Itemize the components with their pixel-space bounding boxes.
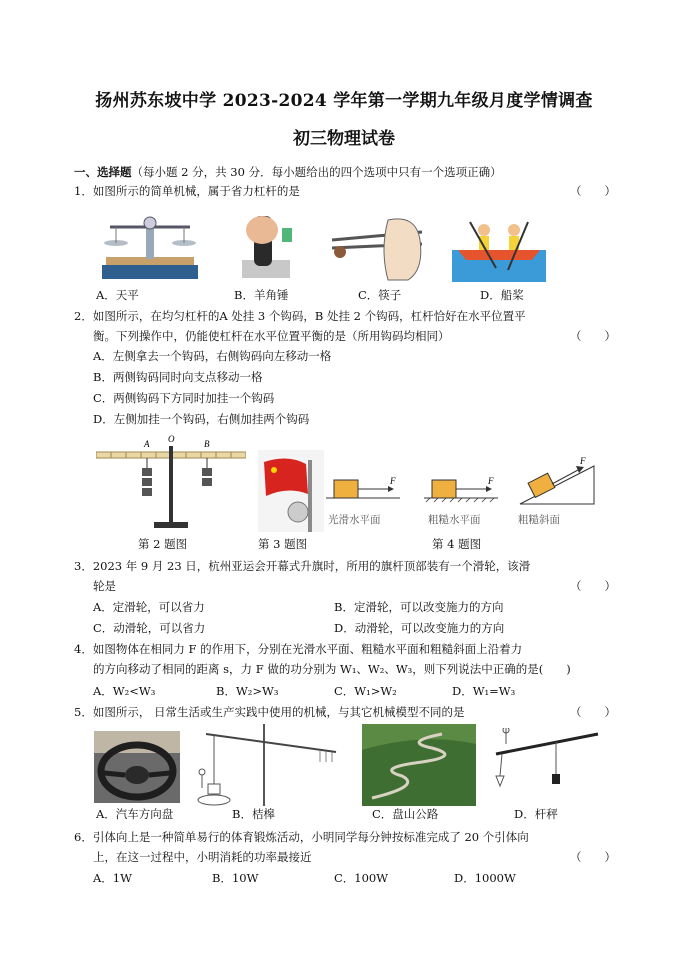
- q4-option-b: B．W₂>W₃: [216, 684, 279, 698]
- chopsticks-image: [328, 210, 424, 284]
- point-a-label: A: [144, 439, 150, 449]
- q2-stem-line1: 2．如图所示，在均匀杠杆的A 处挂 3 个钩码，B 处挂 2 个钩码，杠杆恰好在水平位置平: [74, 309, 526, 323]
- section-title: 一、选择题: [74, 165, 132, 179]
- q6-stem-line1: 6．引体向上是一种简单易行的体育锻炼活动，小明同学每分钟按标准完成了 20 个引体向: [74, 830, 529, 844]
- force-f-label: F: [580, 456, 586, 466]
- exam-title: 扬州苏东坡中学 2023-2024 学年第一学期九年级月度学情调查: [95, 91, 593, 111]
- smooth-surface-figure: [326, 468, 400, 508]
- q1-answer-blank: （ ）: [570, 184, 616, 198]
- q4-stem-line2: 的方向移动了相同的距离 s，力 F 做的功分别为 W₁、W₂、W₃，则下列说法中正确的是( ): [93, 662, 571, 676]
- paddle-boat-image: [452, 210, 546, 282]
- smooth-surface-label: 光滑水平面: [328, 514, 381, 526]
- figure-2-caption: 第 2 题图: [138, 537, 188, 551]
- q3-stem-line2: 轮是: [93, 579, 116, 593]
- point-b-label: B: [204, 439, 210, 449]
- q5-option-b: B．桔槔: [232, 807, 275, 821]
- steering-wheel-image: [94, 731, 180, 803]
- figure-3-caption: 第 3 题图: [258, 537, 308, 551]
- q2-option-a: A．左侧拿去一个钩码，右侧钩码向左移动一格: [93, 349, 332, 363]
- q2-option-b: B．两侧钩码同时向支点移动一格: [93, 370, 263, 384]
- q5-answer-blank: （ ）: [570, 705, 616, 719]
- force-f-label: F: [390, 476, 396, 486]
- well-sweep-image: [188, 724, 344, 806]
- q5-stem: 5．如图所示， 日常生活或生产实践中使用的机械，与其它机械模型不同的是: [74, 705, 465, 719]
- q2-answer-blank: （ ）: [570, 329, 616, 343]
- q1-option-b: B．羊角锤: [234, 288, 289, 302]
- q4-stem-line1: 4．如图物体在相同力 F 的作用下，分别在光滑水平面、粗糙水平面和粗糙斜面上沿着力: [74, 642, 523, 656]
- exam-subtitle: 初三物理试卷: [293, 129, 395, 149]
- q6-option-b: B．10W: [212, 871, 259, 885]
- section-instruction: （每小题 2 分，共 30 分．每小题给出的四个选项中只有一个选项正确）: [131, 165, 502, 179]
- mountain-road-image: [362, 724, 476, 806]
- rough-surface-label: 粗糙水平面: [428, 514, 481, 526]
- flag-pulley-image: [258, 450, 324, 532]
- q2-option-d: D．左侧加挂一个钩码，右侧加挂两个钩码: [93, 412, 310, 426]
- steelyard-image: [490, 728, 600, 802]
- q2-option-c: C．两侧钩码下方同时加挂一个钩码: [93, 391, 275, 405]
- balance-image: [96, 213, 204, 283]
- q3-stem-line1: 3．2023 年 9 月 23 日，杭州亚运会开幕式升旗时，所用的旗杆顶部装有一个滑轮，该滑: [74, 559, 531, 573]
- q3-option-a: A．定滑轮，可以省力: [93, 600, 205, 614]
- q4-option-d: D．W₁=W₃: [452, 684, 516, 698]
- q6-option-d: D．1000W: [454, 871, 516, 885]
- section-heading: [74, 164, 502, 180]
- q4-option-a: A．W₂<W₃: [93, 684, 156, 698]
- figure-4-caption: 第 4 题图: [432, 537, 482, 551]
- q5-option-d: D．杆秤: [514, 807, 558, 821]
- q3-answer-blank: （ ）: [570, 579, 616, 593]
- rough-surface-figure: [424, 468, 498, 508]
- q6-answer-blank: （ ）: [570, 850, 616, 864]
- claw-hammer-image: [232, 208, 298, 284]
- q1-option-a: A．天平: [96, 288, 139, 302]
- q3-option-b: B．定滑轮，可以改变施力的方向: [334, 600, 504, 614]
- point-o-label: O: [168, 434, 175, 444]
- q5-option-c: C．盘山公路: [372, 807, 439, 821]
- rough-incline-figure: [516, 454, 598, 510]
- q1-stem: 1．如图所示的简单机械，属于省力杠杆的是: [74, 184, 300, 198]
- q3-option-d: D．动滑轮，可以改变施力的方向: [334, 621, 505, 635]
- force-f-label: F: [488, 476, 494, 486]
- q6-option-a: A．1W: [93, 871, 132, 885]
- q5-option-a: A．汽车方向盘: [96, 807, 174, 821]
- q6-stem-line2: 上，在这一过程中，小明消耗的功率最接近: [93, 850, 312, 864]
- q3-option-c: C．动滑轮，可以省力: [93, 621, 206, 635]
- rough-incline-label: 粗糙斜面: [518, 514, 560, 526]
- q2-stem-line2: 衡。下列操作中，仍能使杠杆在水平位置平衡的是（所用钩码均相同）: [93, 329, 450, 343]
- lever-figure: [96, 432, 246, 530]
- q6-option-c: C．100W: [334, 871, 389, 885]
- q1-option-c: C．筷子: [358, 288, 402, 302]
- q4-option-c: C．W₁>W₂: [334, 684, 397, 698]
- q1-option-d: D．船桨: [480, 288, 524, 302]
